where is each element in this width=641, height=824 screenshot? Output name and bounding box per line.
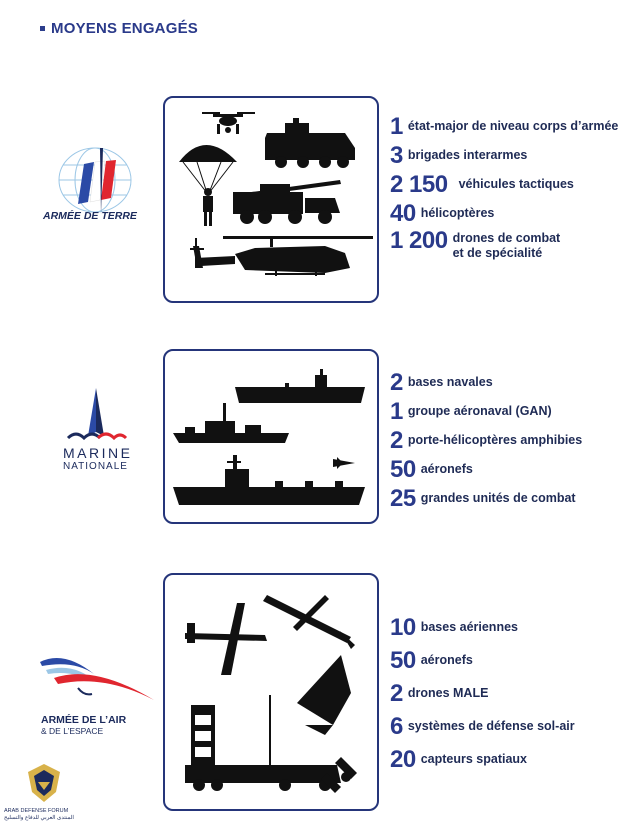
stat-value: 10: [390, 613, 416, 641]
armored-vehicle-icon: [265, 118, 355, 168]
stat-value: 1: [390, 397, 403, 425]
aircraft-carrier-icon: [235, 369, 365, 403]
stat-value: 6: [390, 712, 403, 740]
stat-label: hélicoptères: [420, 206, 495, 220]
stat-label: porte-hélicoptères amphibies: [407, 433, 583, 447]
stat-label: drones MALE: [407, 686, 489, 700]
stat-value: 20: [390, 745, 416, 773]
stat-value: 2: [390, 679, 403, 707]
watermark-line2: المنتدى العربي للدفاع والتسليح: [4, 815, 74, 821]
air-label-line2: & DE L’ESPACE: [41, 726, 104, 736]
stat-row: [390, 455, 582, 484]
stat-row: [390, 112, 618, 141]
stat-row: [390, 397, 582, 426]
stat-label: systèmes de défense sol-air: [407, 719, 575, 733]
stat-value: 25: [390, 484, 416, 512]
stat-label: brigades interarmes: [407, 148, 528, 162]
stat-label: [453, 228, 561, 261]
stat-value: 50: [390, 455, 416, 483]
stat-row: [390, 743, 575, 776]
armee-de-l-air-card: [163, 573, 379, 811]
stat-row: [390, 426, 582, 455]
stat-row: [390, 484, 582, 513]
stat-value: 3: [390, 141, 403, 169]
stat-row: [390, 677, 575, 710]
stat-value: 1: [390, 112, 403, 140]
armee-de-terre-card: [163, 96, 379, 303]
stat-row: [390, 368, 582, 397]
stat-row: [390, 644, 575, 677]
stat-value: 2 150: [390, 170, 448, 198]
air-label-line1: ARMÉE DE L’AIR: [41, 714, 127, 726]
stat-label: véhicules tactiques: [458, 177, 574, 191]
stat-value: 50: [390, 646, 416, 674]
marine-nationale-stats: [390, 368, 582, 513]
rafale-fighter-icon: [297, 655, 351, 735]
stat-label-line: drones de combat: [452, 231, 561, 245]
armee-de-terre-stats: [390, 112, 618, 268]
armee-de-l-air-stats: [390, 611, 575, 776]
stat-row: [390, 611, 575, 644]
paratrooper-icon: [179, 145, 237, 226]
naval-equipment-illustration: [165, 351, 377, 522]
watermark-line1: ARAB DEFENSE FORUM: [4, 808, 69, 814]
stat-label-line: et de spécialité: [452, 246, 543, 260]
stat-row: [390, 228, 618, 268]
forum-emblem-icon: [24, 762, 64, 806]
marine-label-line2: NATIONALE: [63, 461, 128, 472]
stat-row: [390, 141, 618, 170]
stat-label: état-major de niveau corps d’armée: [407, 119, 619, 133]
stat-label: aéronefs: [420, 462, 473, 476]
armee-de-terre-label: ARMÉE DE TERRE: [43, 210, 137, 222]
marine-nationale-logo: [60, 386, 130, 446]
marine-nationale-card: [163, 349, 379, 524]
stat-row: [390, 710, 575, 743]
forum-watermark: [4, 758, 104, 824]
armee-de-l-air-logo: [34, 644, 158, 710]
stat-label: aéronefs: [420, 653, 473, 667]
section-header: [40, 20, 198, 37]
transport-aircraft-icon: [185, 603, 267, 675]
artillery-truck-icon: [233, 180, 341, 224]
stat-row: [390, 170, 618, 199]
stat-label: bases aériennes: [420, 620, 518, 634]
frigate-icon: [173, 403, 289, 443]
male-drone-icon: [263, 595, 355, 649]
stat-label: grandes unités de combat: [420, 491, 576, 505]
marine-label-line1: MARINE: [63, 445, 133, 461]
stat-value: 40: [390, 199, 416, 227]
stat-label: groupe aéronaval (GAN): [407, 404, 552, 418]
air-equipment-illustration: [165, 575, 377, 809]
stat-label: bases navales: [407, 375, 493, 389]
stat-row: [390, 199, 618, 228]
quadcopter-drone-icon: [202, 112, 255, 134]
stat-value: 2: [390, 368, 403, 396]
land-equipment-illustration: [165, 98, 377, 301]
page-title: MOYENS ENGAGÉS: [51, 20, 198, 37]
stat-value: 2: [390, 426, 403, 454]
fighter-jet-icon: [333, 457, 355, 469]
stat-value: 1 200: [390, 227, 448, 254]
bullet-icon: [40, 26, 45, 31]
stat-label: capteurs spatiaux: [420, 752, 527, 766]
helicopter-icon: [190, 236, 373, 276]
